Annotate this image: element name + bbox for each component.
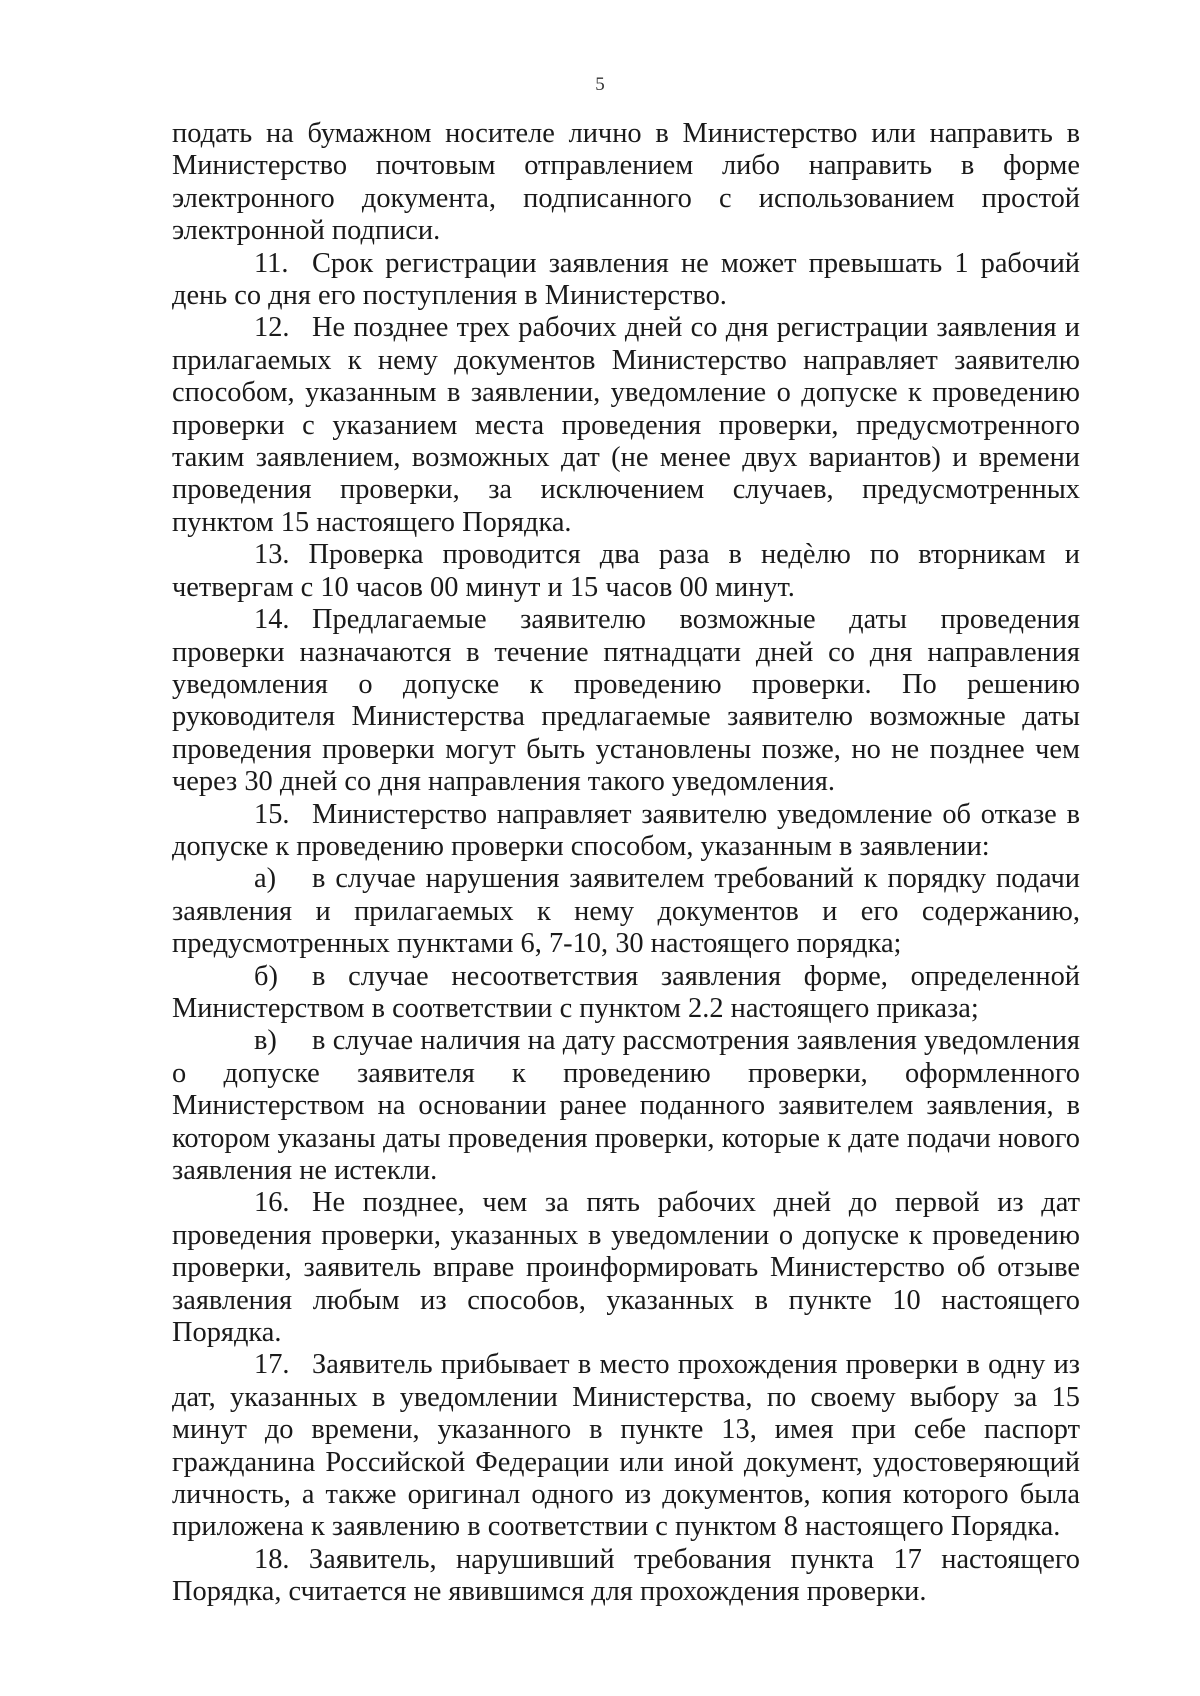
paragraph-text: Заявитель прибывает в место прохождения проверки в одну из дат, указанных в уведомлении Министерства, по своему выбору за 15 минут до времени, указанного в пункте 13, имея при себе паспорт гражданина Российской Федерации или иной документ, удостоверяющий личность, а также оригинал одного из документов, копия которого была приложена к заявлению в соответствии с пунктом 8 настоящего Порядка. bbox=[172, 1349, 1080, 1543]
paragraph-number: 16. bbox=[254, 1187, 290, 1219]
subparagraph-letter: а) bbox=[254, 863, 277, 895]
paragraph-text: Не позднее, чем за пять рабочих дней до первой из дат проведения проверки, указанных в уведомлении о допуске к проведению проверки, заявитель вправе проинформировать Министерство об отзыве заявления любым из способов, указанных в пункте 10 настоящего Порядка. bbox=[172, 1187, 1080, 1349]
paragraph-13 bbox=[172, 539, 1080, 604]
paragraph-15 bbox=[172, 799, 1080, 864]
paragraph-12 bbox=[172, 312, 1080, 539]
document-body bbox=[172, 118, 1080, 1609]
paragraph-14 bbox=[172, 604, 1080, 798]
paragraph-11 bbox=[172, 248, 1080, 313]
subparagraph-letter: в) bbox=[254, 1025, 277, 1057]
paragraph-number: 12. bbox=[254, 312, 290, 344]
paragraph-text: Министерство направляет заявителю уведомление об отказе в допуске к проведению проверки способом, указанным в заявлении: bbox=[172, 798, 1080, 862]
paragraph-text: в случае несоответствия заявления форме, определенной Министерством в соответствии с пунктом 2.2 настоящего приказа; bbox=[172, 960, 1080, 1024]
paragraph-continuation bbox=[172, 118, 1080, 248]
paragraph-text: в случае наличия на дату рассмотрения заявления уведомления о допуске заявителя к проведению проверки, оформленного Министерством на основании ранее поданного заявителем заявления, в котором указаны даты проведения проверки, которые к дате подачи нового заявления не истекли. bbox=[172, 1025, 1080, 1186]
subparagraph-letter: б) bbox=[254, 960, 278, 992]
paragraph-number: 17. bbox=[254, 1349, 290, 1381]
paragraph-number: 13. bbox=[254, 539, 290, 571]
paragraph-number: 14. bbox=[254, 604, 290, 636]
paragraph-17 bbox=[172, 1349, 1080, 1543]
paragraph-number: 11. bbox=[254, 247, 289, 279]
subparagraph-a bbox=[172, 863, 1080, 960]
paragraph-18 bbox=[172, 1544, 1080, 1609]
paragraph-text: в случае нарушения заявителем требований к порядку подачи заявления и прилагаемых к нему документов и его содержанию, предусмотренных пунктами 6, 7-10, 30 настоящего порядка; bbox=[172, 863, 1080, 960]
page-number: 5 bbox=[595, 74, 605, 95]
paragraph-text: Не позднее трех рабочих дней со дня регистрации заявления и прилагаемых к нему документов Министерство направляет заявителю способом, указанным в заявлении, уведомление о допуске к проведению проверки с указанием места проведения проверки, предусмотренного таким заявлением, возможных дат (не менее двух вариантов) и времени проведения проверки, за исключением случаев, предусмотренных пунктом 15 настоящего Порядка. bbox=[172, 312, 1080, 538]
subparagraph-v bbox=[172, 1025, 1080, 1187]
subparagraph-b bbox=[172, 961, 1080, 1026]
paragraph-text: подать на бумажном носителе лично в Министерство или направить в Министерство почтовым отправлением либо направить в форме электронного документа, подписанного с использованием простой электронной подписи. bbox=[172, 118, 1080, 247]
paragraph-text: Заявитель, нарушивший требования пункта 17 настоящего Порядка, считается не явившимся для прохождения проверки. bbox=[172, 1543, 1080, 1608]
paragraph-text: Предлагаемые заявителю возможные даты проведения проверки назначаются в течение пятнадцати дней со дня направления уведомления о допуске к проведению проверки. По решению руководителя Министерства предлагаемые заявителю возможные даты проведения проверки могут быть установлены позже, но не позднее чем через 30 дней со дня направления такого уведомления. bbox=[172, 604, 1080, 798]
paragraph-number: 18. bbox=[254, 1543, 290, 1575]
paragraph-text: Проверка проводится два раза в недѐлю по вторникам и четвергам с 10 часов 00 минут и 15 часов 00 минут. bbox=[172, 539, 1080, 603]
paragraph-text: Срок регистрации заявления не может превышать 1 рабочий день со дня его поступления в Министерство. bbox=[172, 247, 1080, 312]
paragraph-16 bbox=[172, 1187, 1080, 1349]
paragraph-number: 15. bbox=[254, 798, 290, 830]
